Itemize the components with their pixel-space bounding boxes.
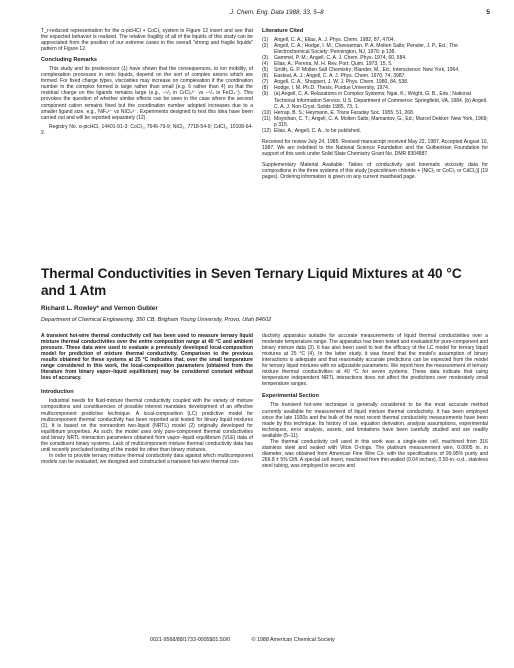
reference-text: Angell, C. A.; Shuppert, J. W. J. Phys. Chem. 1980, 84, 538. xyxy=(274,79,409,86)
reference-item xyxy=(262,128,488,134)
continuation-paragraph: ductivity apparatus suitable for accurate measurements of liquid thermal conductivities over a moderate temperature range. The apparatus has been tested and evaluated for pure-component and binary mixture data (3). It has also been used to test the efficacy of the LC model for ternary liquid mixtures at 25 °C (4). In the latter study, it was found that the model's assumption of binary interactions is adequate and that reasonably accurate predictions can be expected from the model for ternary liquid mixtures with no adjustable parameters. We report here the measurement of ternary mixture thermal conductivities at 40 °C for seven systems. These data indicate that using temperature independent NRTL interactions does not affect the predictions over moderately small temperature ranges. xyxy=(262,333,488,388)
reference-list xyxy=(262,37,488,134)
reference-number: (7) xyxy=(262,79,269,86)
literature-cited-heading: Literature Cited xyxy=(262,28,304,34)
supplementary-material: Supplementary Material Available: Tables of conductivity and kinematic viscosity data for compositions in the three systems of this study [α-picolinium chloride + (NiCl₂ or CoCl₂ or CdCl₂)] (19 pages). Ordering information is given on any current masthead page. xyxy=(262,161,488,181)
reference-number: (6) xyxy=(262,73,269,80)
received-note: Received for review July 24, 1985. Revised manuscript received May 22, 1987. Accepted August 10, 1987. We are indebted to the National Science Foundation and the Gulbenkian Foundation for support of this work under Solid State Chemistry Grant No. DMR 8304887. xyxy=(262,138,488,157)
reference-text: Angell, C. A.; Ellas, A. J. Phys. Chem. 1982, 87, 4704. xyxy=(274,37,395,44)
copyright: © 1988 American Chemical Society xyxy=(251,637,335,643)
reference-text: Smith, G. P. Molten Salt Chemistry; Blander, M., Ed.; Interscience: New York, 1964. xyxy=(274,67,460,74)
article-right-column xyxy=(262,333,488,469)
concluding-remarks-paragraph: This study and its predecessor (1) have shown that the consequences, to ion mobility, of complexation processes in ionic liquids, depend on the sort of complex anions which are formed. For fixed charge types, viscosities may increase on complexation if the coordination number in the complex formed is large rather than small (e.g. 6 rather than 4) so that the residual charge on the ligands remains large (e.g., −¹/₂ in CrCl₆³⁻ vs −¹/₄ in FeCl₄⁻). This provokes the question of whether similar effects can be seen in the case where the second component cation remains fixed but the coordination number adopted increases due to a smaller ligand size, e.g., NiF₄²⁻ vs NiCl₄²⁻. Experiments designed to test this idea have been carried out and will be reported separately (12). xyxy=(41,66,253,121)
introduction-paragraph-2: In order to provide ternary mixture thermal conductivity data against which multicomponent models can be evaluated, we designed and constructed a transient hot-wire thermal con- xyxy=(41,452,253,465)
reference-number: (4) xyxy=(262,61,269,68)
previous-article-left-column xyxy=(41,28,253,136)
reference-text: (a) Angell, C. A. Relaxations in Complex Systems; Ngai, K.; Wright, G. B., Eds.; National Technical Information Service, U.S. Department of Commerce: Springfield, VA, 1984. (b) Angell, C. A. J. Non-Cryst. Solids 1985, 73, 1. xyxy=(274,91,488,110)
reference-number: (11) xyxy=(262,115,271,122)
previous-article-paragraph: T_r-reduced representation for the α-picHCl + CoCl₂ system in Figure 12 insert and see that the expected behavior is realized. The relative fragility of all of the liquids of this study can be appreciated from the position of our extreme cases in the overall "strong and fragile liquids" pattern of Figure 12. xyxy=(41,28,253,53)
article-title: Thermal Conductivities in Seven Ternary Liquid Mixtures at 40 °C and 1 Atm xyxy=(41,266,462,298)
reference-number: (3) xyxy=(262,55,269,62)
reference-text: Gammel, P. M.; Angell, C. A. J. Chem. Phys. 1974, 60, 584. xyxy=(274,55,407,62)
page-number: 5 xyxy=(486,9,490,16)
running-head: J. Chem. Eng. Data 1988, 33, 5–8 xyxy=(230,9,324,16)
reference-number: (10) xyxy=(262,109,271,116)
article-code: 0021-9568/88/1733-0005$01.50/0 xyxy=(150,637,231,643)
introduction-heading: Introduction xyxy=(41,389,74,396)
reference-item xyxy=(262,43,488,55)
experimental-paragraph-2: The thermal conductivity cell used in this work was a single-wire cell, machined from 316 stainless steel and sealed with Viton O-rings. The platinum measurement wire, 0.0005 in. in diameter, was obtained from American Fine Wire Co. with the specifications of 99.95% purity and 266.8 ± 5% Ω/ft. A special cell insert, machined from thin-walled (0.04 inches), 0.50-in.-o.d., stainless steel tubing, was employed to secure and xyxy=(262,438,488,469)
reference-number: (1) xyxy=(262,37,269,44)
article-authors: Richard L. Rowley* and Vernon Gubler xyxy=(41,305,158,312)
reference-text: Moynihan, C. T.; Angell, C. A. Molten Salts; Mamantov, G., Ed.; Marcel Dekker: New York, 1969; p 315. xyxy=(274,115,488,128)
introduction-paragraph-1: Industrial needs for fluid-mixture thermal conductivity coupled with the variety of mixture compositions and constituencies of possible interest mandates development of an effective multicomponent predictive technique. A local-composition (LC) predictive model for multicomponent thermal conductivity has been reported and tested for binary liquid mixtures (1). It is based on the nonrandom two-liquid (NRTL) model (2) originally developed for equilibrium properties. As such, the model uses only pure-component thermal conductivities and binary NRTL interaction parameters obtained from vapor–liquid equilibrium (VLE) data of the constituent binary systems. Lack of multicomponent mixture thermal conductivity data has until recently precluded testing of the model for other than binary mixtures. xyxy=(41,398,253,453)
reference-text: Easteal, A. J.; Angell, C. A. J. Phys. Chem. 1970, 74, 3987. xyxy=(274,73,406,80)
registry-numbers: Registry No. α-picHCl, 14401-91-3; CoCl₂, 7646-79-9; NiCl₂, 7718-54-9; CdCl₂, 10108-64-2. xyxy=(41,123,253,136)
experimental-paragraph-1: The transient hot-wire technique is generally considered to be the most accurate method currently available for measurement of liquid mixture thermal conductivity. It has been employed since the late 1930s and the bulk of the most recent thermal conductivity measurements have been made by this technique. Its history of use, equation derivation, analysis assumptions, experimental techniques, error analysis, assets, and limitations have been carefully studied and are readily available (5–11). xyxy=(262,402,488,439)
abstract: A transient hot-wire thermal conductivity cell has been used to measure ternary liquid mixture thermal conductivities over the entire composition range at 40 °C and ambient pressure. These data were used to evaluate a previously developed local-composition model for prediction of mixture thermal conductivity. Comparison to the previous results obtained for these systems at 25 °C indicates that, over the small temperature range considered in this work, the local-composition parameters (obtained from the literature from binary vapor–liquid equilibrium) may be considered constant without loss of accuracy. xyxy=(41,333,253,382)
reference-number: (5) xyxy=(262,67,269,74)
reference-text: Hodge, I. M. Ph.D. Thesis, Purdue University, 1974. xyxy=(274,85,390,92)
reference-item xyxy=(262,91,488,109)
concluding-remarks-heading: Concluding Remarks xyxy=(41,57,97,64)
article-affiliation: Department of Chemical Engineering, 350 CB, Brigham Young University, Provo, Utah 84602 xyxy=(41,317,272,323)
reference-number: (2) xyxy=(262,43,269,50)
experimental-heading: Experimental Section xyxy=(262,393,319,400)
previous-article-right-column xyxy=(262,28,488,180)
reference-text: Angell, C. A.; Hodge, I. M.; Cheeseman, P. A. Molten Salts; Pensler, J. P., Ed.; The Electrochemical Society: Pennington, NJ, 1976; p 138. xyxy=(274,43,458,56)
reference-text: Elias, A.; Angell, C. A., to be published. xyxy=(274,127,361,134)
reference-number: (9) xyxy=(262,91,269,98)
reference-text: Herrap, B. S.; Heymann, E. Trans Faraday Soc. 1955, 51, 268. xyxy=(274,109,415,116)
article-left-column xyxy=(41,333,253,465)
reference-item xyxy=(262,116,488,128)
page-footer xyxy=(150,637,335,643)
reference-number: (12) xyxy=(262,127,271,134)
reference-text: Elias, A.; Pereira, M. H. Rev. Port. Quim. 1973, 15, 5. xyxy=(274,61,393,68)
reference-number: (8) xyxy=(262,85,269,92)
